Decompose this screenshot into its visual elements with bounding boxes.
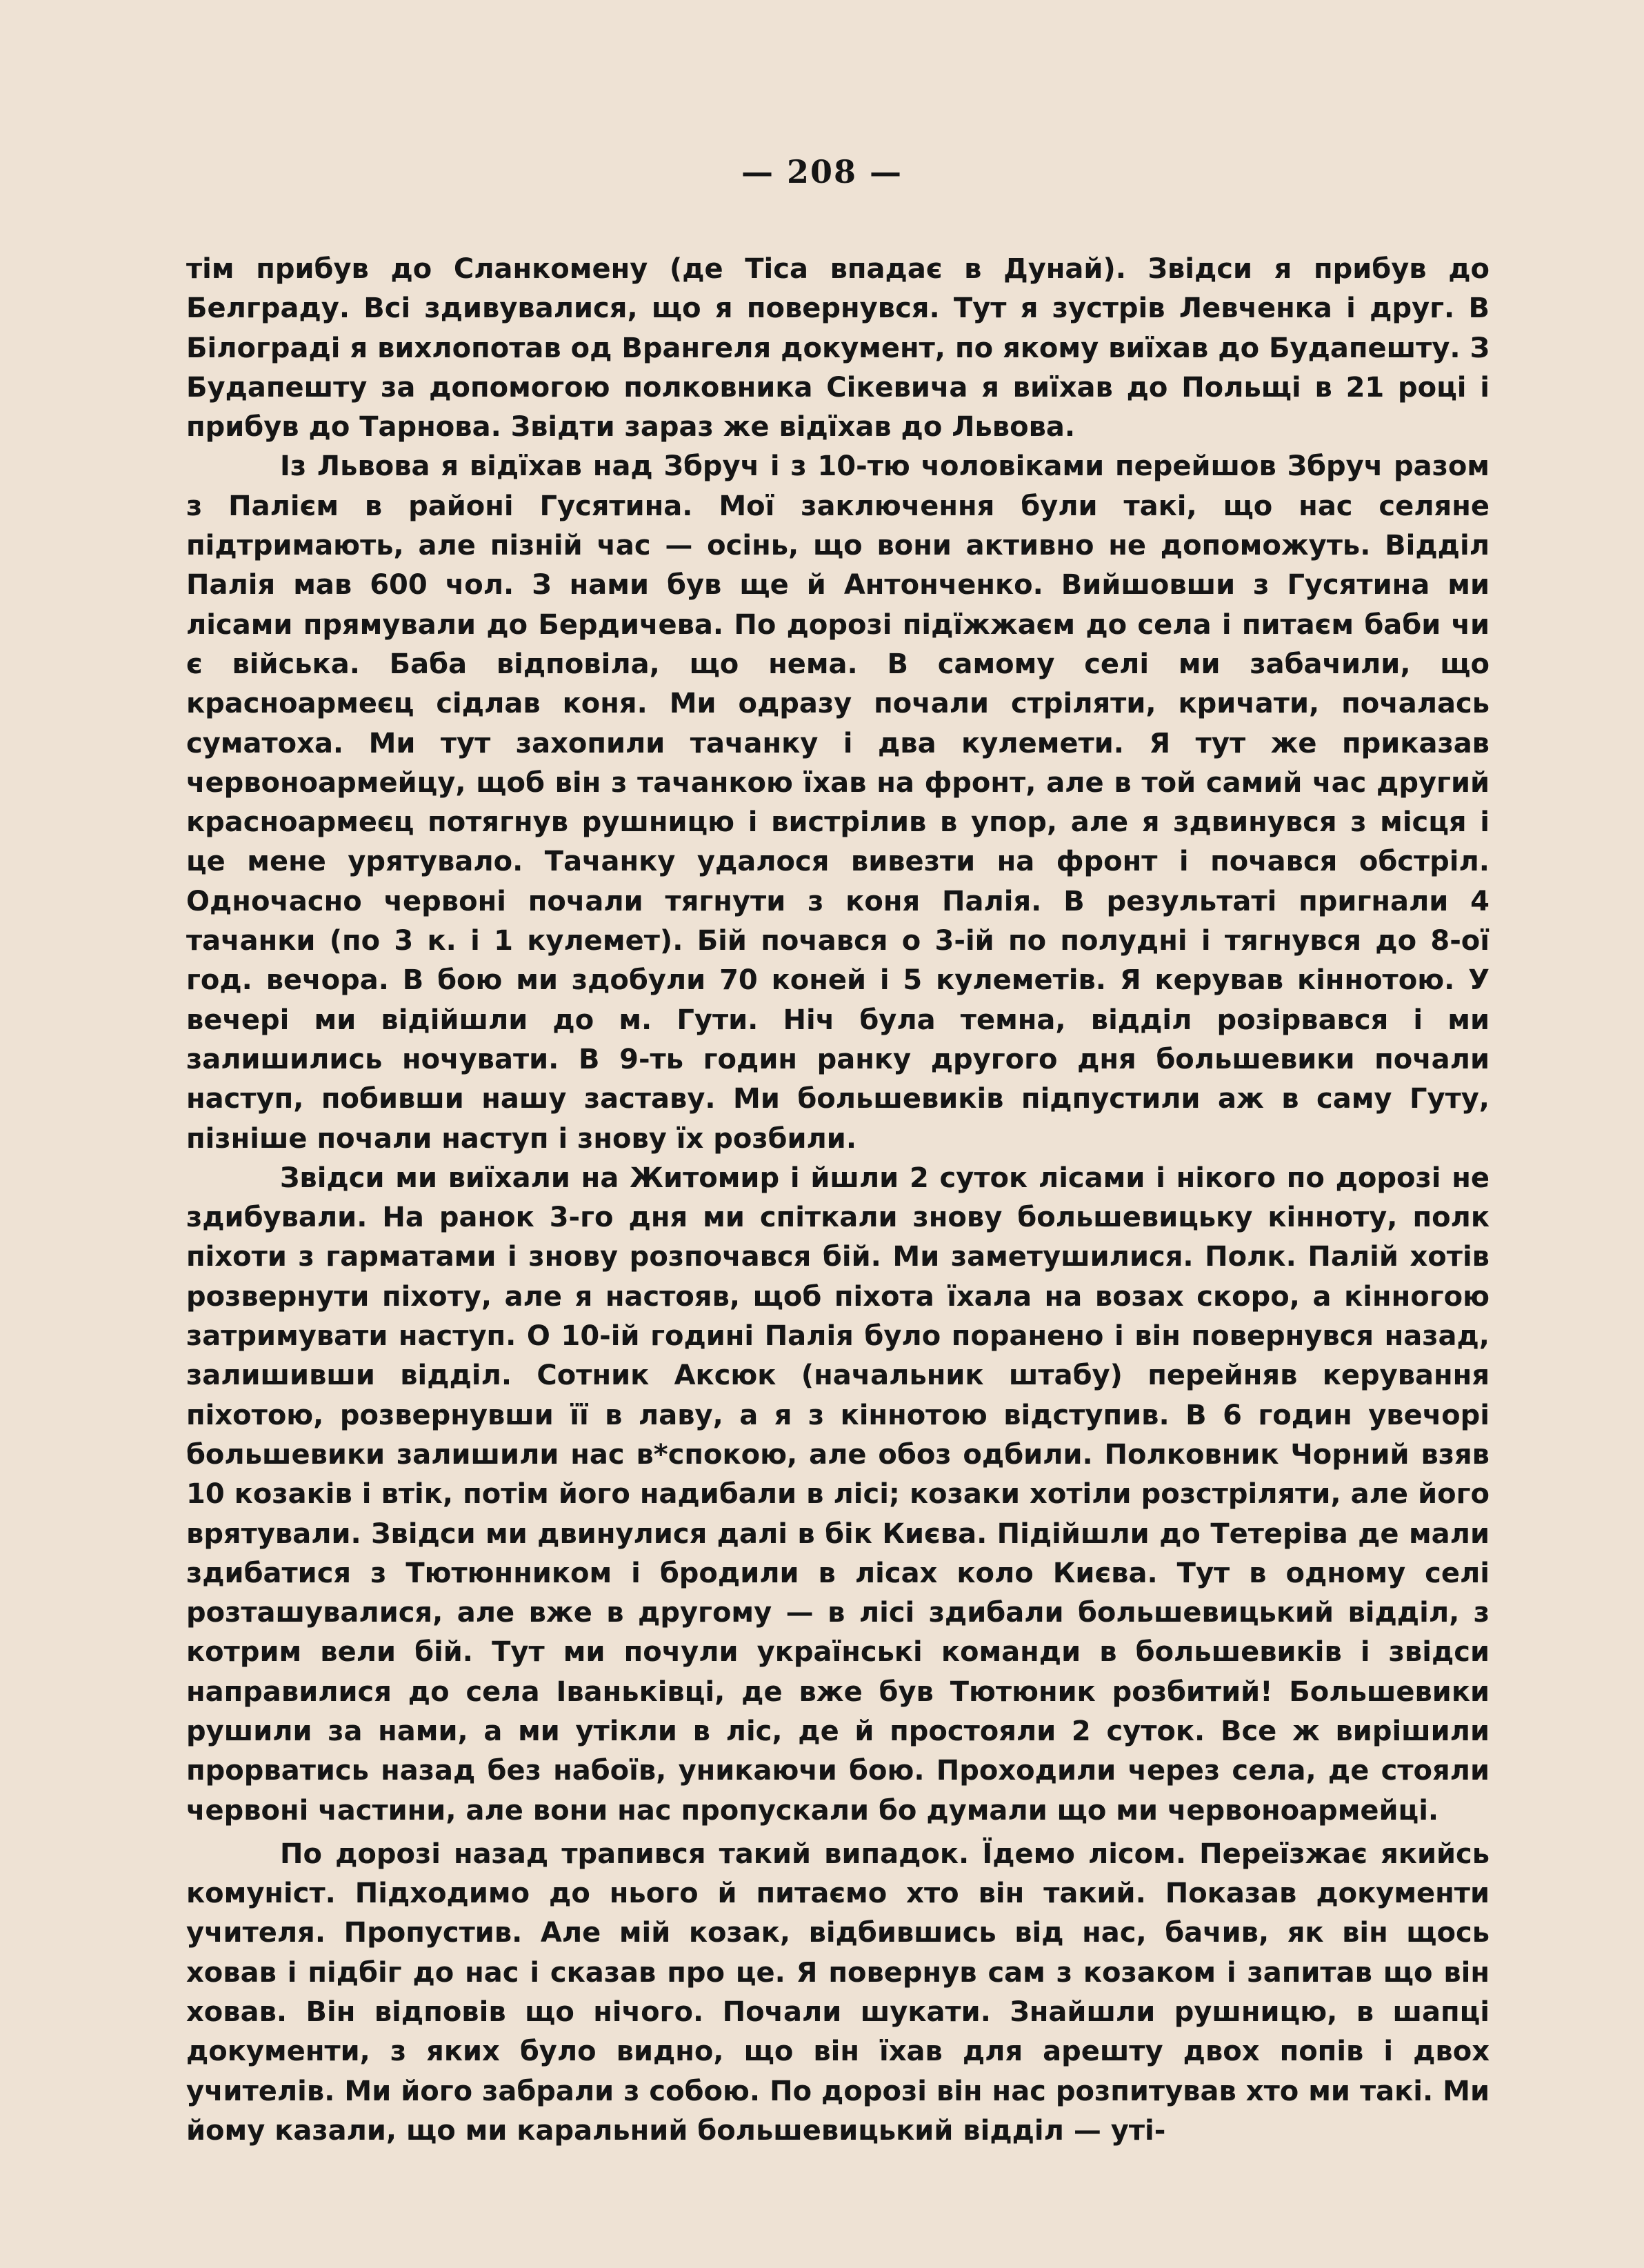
paragraph-2: Із Львова я відїхав над Збруч і з 10-тю чоловіками перейшов Збруч разом з Палієм в районі Гусятина. Мої заключення були такі, що нас селяне підтримають, але пізній час — осінь, що вони активно не допоможуть. Відділ Палія мав 600 чол. З нами був ще й Антонченко. Вийшовши з Гусятина ми лісами прямували до Бердичева. По дорозі підїжжаєм до села і питаєм баби чи є військa. Баба відповіла, що нема. В самому селі ми забачили, що красноармеєц сідлав коня. Ми одразу почали стріляти, кричати, почалась суматоха. Ми тут захопили тачанку і два кулемети. Я тут же приказав червоноармейцу, щоб він з тачанкою їхав на фронт, але в той самий час другий красноармеєц потягнув рушницю і вистрілив в упор, але я здвинувся з місця і це мене урятувало. Тачанку удалося вивезти на фронт і почався обстріл. Одночасно червоні почали тягнути з коня Палія. В результаті пригнали 4 тачанки (по 3 к. і 1 кулемет). Бій почався о 3-ій по полудні і тягнувся до 8-ої год. вечора. В бою ми здобули 70 коней і 5 кулеметів. Я керував кіннотою. У вечері ми відійшли до м. Гути. Ніч була темна, відділ розірвався і ми залишились ночувати. В 9-ть годин ранку другого дня большевики почали наступ, побивши нашу заставу. Ми большевиків підпустили аж в саму Гуту, пізніше почали наступ і знову їх розбили. bbox=[186, 450, 1490, 1155]
paragraph-1: тім прибув до Сланкомену (де Тіса впадає в Дунай). Звідси я прибув до Белграду. Всі здивувалися, що я повернувся. Тут я зустрів Левченка і друг. В Білограді я вихлопотав од Врангеля документ, по якому виїхав до Будапешту. З Будапешту за допомогою полковника Сікевича я виїхав до Польщі в 21 році і прибув до Тарнова. Звідти зараз же відїхав до Львова. bbox=[186, 253, 1490, 444]
page-number: — 208 — bbox=[741, 153, 903, 190]
paragraph-3: Звідси ми виїхали на Житомир і йшли 2 суток лісами і нікого по дорозі не здибували. На ранок 3-го дня ми спіткали знову большевицьку кінноту, полк піхоти з гарматами і знову розпочався бій. Ми заметушилися. Полк. Палій хотів розвернути піхоту, але я настояв, щоб піхота їхала на возах скоро, а кінногою затримувати наступ. О 10-ій годині Палія було поранено і він повернувся назад, залишивши відділ. Сотник Аксюк (начальник штабу) перейняв керування піхотою, розвернувши її в лаву, а я з кіннотою відступив. В 6 годин увечорі большевики залишили нас в*спокою, але обоз одбили. Полковник Чорний взяв 10 козаків і втік, потім його надибали в лісі; козаки хотіли розстріляти, але його врятували. Звідси ми двинулися далі в бік Києва. Підійшли до Тетеріва де мали здибатися з Тютюнником і бродили в лісах коло Києва. Тут в одному селі розташувалися, але вже в другому — в лісі здибали большевицький відділ, з котрим вели бій. Тут ми почули українські команди в большевиків і звідси направилися до села Іваньківці, де вже був Тютюник розбитий! Большевики рушили за нами, а ми утікли в ліс, де й простояли 2 суток. Все ж вирішили прорватись назад без набоїв, уникаючи бою. Проходили через села, де стояли червоні частини, але вони нас пропускали бо думали що ми червоноармейці. bbox=[186, 1162, 1490, 1827]
body-text bbox=[186, 250, 1490, 2151]
paragraph-4: По дорозі назад трапився такий випадок. Їдемо лісом. Переїзжає якийсь комуніст. Підходимо до нього й питаємо хто він такий. Показав документи учителя. Пропустив. Але мій козак, відбившись від нас, бачив, як він щось ховав і підбіг до нас і сказав про це. Я повернув сам з козаком і запитав що він ховав. Він відповів що нічого. Почали шукати. Знайшли рушницю, в шапці документи, з яких було видно, що він їхав для арешту двох попів і двох учителів. Ми його забрали з собою. По дорозі він нас розпитував хто ми такі. Ми йому казали, що ми каральний большевицький відділ — уті- bbox=[186, 1838, 1490, 2147]
